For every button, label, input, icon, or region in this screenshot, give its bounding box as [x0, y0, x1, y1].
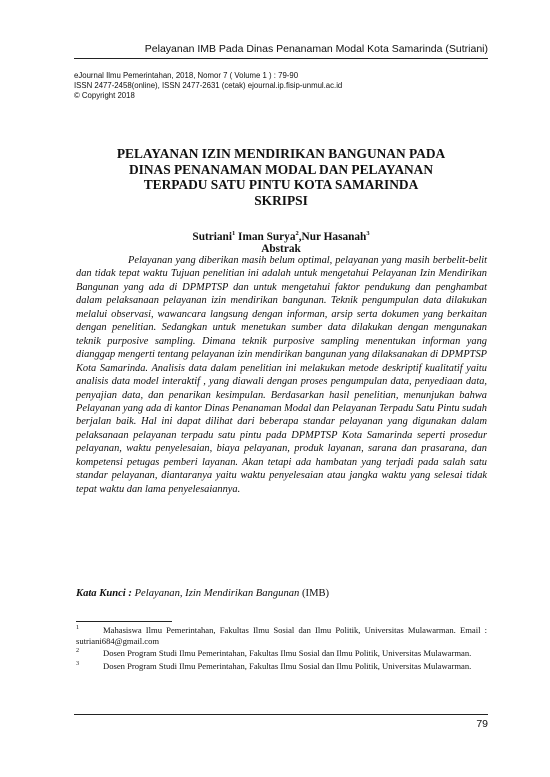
journal-issn: ISSN 2477-2458(online), ISSN 2477-2631 (cetak) ejournal.ip.fisip-unmul.ac.id — [74, 81, 343, 90]
footnote-number: 1 — [76, 624, 80, 631]
footnote-2 — [76, 648, 487, 659]
keywords — [76, 588, 487, 599]
paper-title — [74, 146, 488, 208]
abstract-body: Pelayanan yang diberikan masih belum optimal, pelayanan yang masih berbelit-belit dan tidak tepat waktu Tujuan penelitian ini adalah untuk mengetahui Pelayanan Izin Mendirikan Bangunan yang ada di DPMPTSP dan untuk mengetahui faktor pendukung dan penghambat dalam pelaksanaan pelayanan izin mendirikan bangunan. Teknik pengumpulan data dilakukan melalui observasi, wawancara langsung dengan informan, arsip serta dokumen yang berkaitan dengan penelitian. Sedangkan untuk menetukan sumber data dilakukan dengan mengunakan teknik purposive sampling. Dimana teknik purposive sampling menentukan informan yang dianggap mengerti tentang pelayanan izin mendirikan bangunan yang dilaksanakan di DPMPTSP Kota Samarinda. Analisis data dalam penelitian ini melakukan metode deskriptif kualitatif yaitu analisis data model interaktif , yang diawali dengan proses pengumpulan data, penyediaan data, penyajian data, dan penarikan kesimpulan. Berdasarkan hasil penelitian, menunjukan bahwa Pelayanan yang ada di kantor Dinas Penanaman Modal dan Pelayanan Terpadu Satu Pintu sudah berjalan baik. Hal ini dapat dilihat dari beberapa standar pelayanan yang digunakan dalam pelaksanaan pelayanan terpadu satu pintu pada DPMPTSP Kota Samarinda seperti prosedur pelayanan, waktu penyelesaian, biaya pelayanan, produk layanan, sarana dan prasarana, dan kompetensi petugas pemberi layanan. Akan tetapi ada hambatan yang terjadi pada salah satu standar pelayanan, diantaranya yaitu waktu penyelesaian atau jangka waktu yang selesai tidak tepat waktu dan lama penyelesaiannya. — [76, 255, 487, 495]
footnote-text: Mahasiswa Ilmu Pemerintahan, Fakultas Ilmu Sosial dan Ilmu Politik, Universitas Mulawarman. Email : sutriani684@gmail.com — [76, 625, 487, 646]
title-line: PELAYANAN IZIN MENDIRIKAN BANGUNAN PADA — [116, 146, 446, 161]
footer-rule — [74, 714, 488, 715]
journal-citation: eJournal Ilmu Pemerintahan, 2018, Nomor 7 ( Volume 1 ) : 79-90 — [74, 71, 299, 80]
footnote-3 — [76, 661, 487, 672]
author-1: Sutriani — [192, 230, 232, 243]
journal-info — [74, 71, 484, 101]
footnote-text: Dosen Program Studi Ilmu Pemerintahan, Fakultas Ilmu Sosial dan Ilmu Politik, Universitas Mulawarman. — [103, 648, 472, 659]
page-number: 79 — [476, 718, 488, 730]
author-3-mark: 3 — [366, 230, 370, 237]
journal-copyright: © Copyright 2018 — [74, 91, 135, 100]
abstract-heading: Abstrak — [261, 243, 301, 255]
author-2: Iman Surya — [235, 230, 296, 243]
footnote-rule — [76, 621, 172, 622]
author-1-mark: 1 — [231, 230, 236, 237]
running-head: Pelayanan IMB Pada Dinas Penanaman Modal Kota Samarinda (Sutriani) — [74, 43, 488, 59]
keywords-label: Kata Kunci : — [76, 588, 132, 599]
keywords-suffix: (IMB) — [299, 588, 330, 599]
keywords-text: Pelayanan, Izin Mendirikan Bangunan — [131, 588, 300, 599]
author-3: ,Nur Hasanah — [298, 230, 367, 243]
footnote-1 — [76, 625, 487, 646]
title-line: DINAS PENANAMAN MODAL DAN PELAYANAN — [128, 161, 434, 177]
author-list — [74, 230, 488, 243]
footnote-text: Dosen Program Studi Ilmu Pemerintahan, Fakultas Ilmu Sosial dan Ilmu Politik, Universitas Mulawarman. — [103, 660, 472, 671]
footnote-number: 3 — [76, 659, 80, 667]
footnotes — [76, 625, 487, 673]
title-line: TERPADU SATU PINTU KOTA SAMARINDA — [143, 177, 419, 192]
footnote-number: 2 — [76, 647, 80, 655]
author-2-mark: 2 — [295, 230, 299, 237]
title-line: SKRIPSI — [254, 192, 308, 208]
